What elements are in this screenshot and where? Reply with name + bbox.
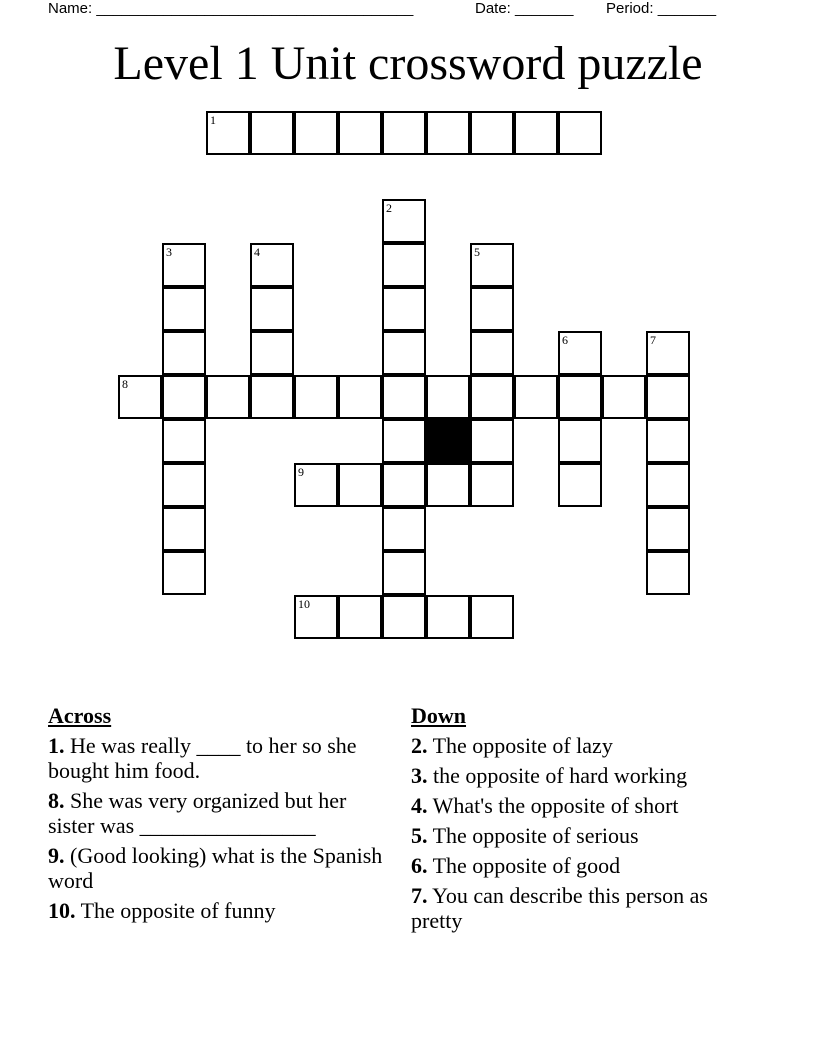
grid-cell[interactable] (382, 595, 426, 639)
grid-cell[interactable] (470, 375, 514, 419)
grid-cell[interactable] (338, 111, 382, 155)
clue-number-label: 3 (166, 245, 172, 259)
grid-cell[interactable] (646, 375, 690, 419)
down-clue (411, 853, 751, 878)
date-field-label[interactable]: Date: _______ (475, 0, 574, 17)
clue-number: 9. (48, 843, 65, 868)
down-clue-list (411, 733, 751, 933)
down-clue (411, 733, 751, 758)
grid-cell[interactable] (382, 287, 426, 331)
grid-cell[interactable] (558, 331, 602, 375)
clue-text: What's the opposite of short (427, 793, 679, 818)
grid-cell[interactable] (382, 111, 426, 155)
grid-cell[interactable] (162, 331, 206, 375)
clue-number: 8. (48, 788, 65, 813)
grid-cell[interactable] (250, 243, 294, 287)
grid-cell[interactable] (118, 375, 162, 419)
grid-cell[interactable] (162, 419, 206, 463)
across-heading: Across (48, 703, 112, 728)
grid-cell[interactable] (294, 463, 338, 507)
clue-text: The opposite of lazy (427, 733, 613, 758)
grid-cell[interactable] (382, 419, 426, 463)
clue-number-label: 2 (386, 201, 392, 215)
grid-cell[interactable] (162, 287, 206, 331)
across-clue (48, 898, 398, 923)
down-clue (411, 823, 751, 848)
grid-cell[interactable] (162, 375, 206, 419)
grid-cell[interactable] (250, 287, 294, 331)
down-heading: Down (411, 703, 467, 728)
grid-cell[interactable] (558, 419, 602, 463)
name-field-label[interactable]: Name: ______________________________________ (48, 0, 414, 17)
grid-cell[interactable] (338, 375, 382, 419)
clue-text: The opposite of serious (427, 823, 639, 848)
grid-cell[interactable] (206, 111, 250, 155)
clue-text: The opposite of good (427, 853, 621, 878)
grid-cell[interactable] (646, 419, 690, 463)
across-clue (48, 788, 398, 838)
across-clues (48, 702, 398, 928)
clue-number: 3. (411, 763, 428, 788)
grid-cell[interactable] (514, 375, 558, 419)
down-clues (411, 702, 751, 938)
grid-cell[interactable] (646, 331, 690, 375)
grid-cell[interactable] (162, 463, 206, 507)
clue-number: 2. (411, 733, 428, 758)
down-clue (411, 883, 751, 933)
clue-number-label: 6 (562, 333, 568, 347)
grid-cell[interactable] (646, 507, 690, 551)
grid-cell[interactable] (294, 375, 338, 419)
grid-cell[interactable] (514, 111, 558, 155)
across-clue (48, 843, 398, 893)
clue-number: 4. (411, 793, 428, 818)
clue-number-label: 7 (650, 333, 656, 347)
clue-text: You can describe this person as pretty (411, 883, 708, 933)
page-title: Level 1 Unit crossword puzzle (113, 37, 703, 90)
grid-cell[interactable] (646, 551, 690, 595)
grid-cell[interactable] (426, 111, 470, 155)
clue-number: 10. (48, 898, 76, 923)
grid-cell[interactable] (162, 551, 206, 595)
grid-cell[interactable] (250, 331, 294, 375)
clue-number: 6. (411, 853, 428, 878)
grid-cell[interactable] (206, 375, 250, 419)
grid-cell[interactable] (294, 595, 338, 639)
grid-cell[interactable] (250, 111, 294, 155)
grid-cell[interactable] (338, 595, 382, 639)
down-clue (411, 763, 751, 788)
grid-cell[interactable] (470, 287, 514, 331)
grid-cell[interactable] (382, 507, 426, 551)
grid-cell[interactable] (470, 419, 514, 463)
clue-text: She was very organized but her sister was ________________ (48, 788, 347, 838)
clue-number-label: 8 (122, 377, 128, 391)
black-square (426, 419, 470, 463)
grid-cell[interactable] (426, 463, 470, 507)
clue-number-label: 5 (474, 245, 480, 259)
grid-cell[interactable] (162, 243, 206, 287)
clue-number: 5. (411, 823, 428, 848)
grid-cell[interactable] (382, 243, 426, 287)
grid-cell[interactable] (470, 111, 514, 155)
grid-cell[interactable] (382, 551, 426, 595)
clue-number-label: 1 (210, 113, 216, 127)
clue-number-label: 10 (298, 597, 310, 611)
grid-cell[interactable] (382, 199, 426, 243)
grid-cell[interactable] (338, 463, 382, 507)
grid-cell[interactable] (470, 243, 514, 287)
grid-cell[interactable] (558, 375, 602, 419)
grid-cell[interactable] (470, 463, 514, 507)
clue-number: 7. (411, 883, 428, 908)
clue-text: The opposite of funny (75, 898, 276, 923)
grid-cell[interactable] (646, 463, 690, 507)
grid-cell[interactable] (470, 331, 514, 375)
grid-cell[interactable] (294, 111, 338, 155)
grid-cell[interactable] (250, 375, 294, 419)
grid-cell[interactable] (426, 375, 470, 419)
grid-cell[interactable] (162, 507, 206, 551)
grid-cell[interactable] (558, 111, 602, 155)
grid-cell[interactable] (382, 375, 426, 419)
clue-text: the opposite of hard working (427, 763, 688, 788)
across-clue-list (48, 733, 398, 923)
clue-number-label: 4 (254, 245, 260, 259)
grid-cell[interactable] (602, 375, 646, 419)
grid-cell[interactable] (426, 595, 470, 639)
grid-cell[interactable] (558, 463, 602, 507)
grid-cell[interactable] (382, 463, 426, 507)
clue-number-label: 9 (298, 465, 304, 479)
grid-cell[interactable] (382, 331, 426, 375)
across-clue (48, 733, 398, 783)
grid-cell[interactable] (470, 595, 514, 639)
clue-text: He was really ____ to her so she bought him food. (48, 733, 357, 783)
clue-number: 1. (48, 733, 65, 758)
clue-text: (Good looking) what is the Spanish word (48, 843, 383, 893)
period-field-label[interactable]: Period: _______ (606, 0, 717, 17)
down-clue (411, 793, 751, 818)
